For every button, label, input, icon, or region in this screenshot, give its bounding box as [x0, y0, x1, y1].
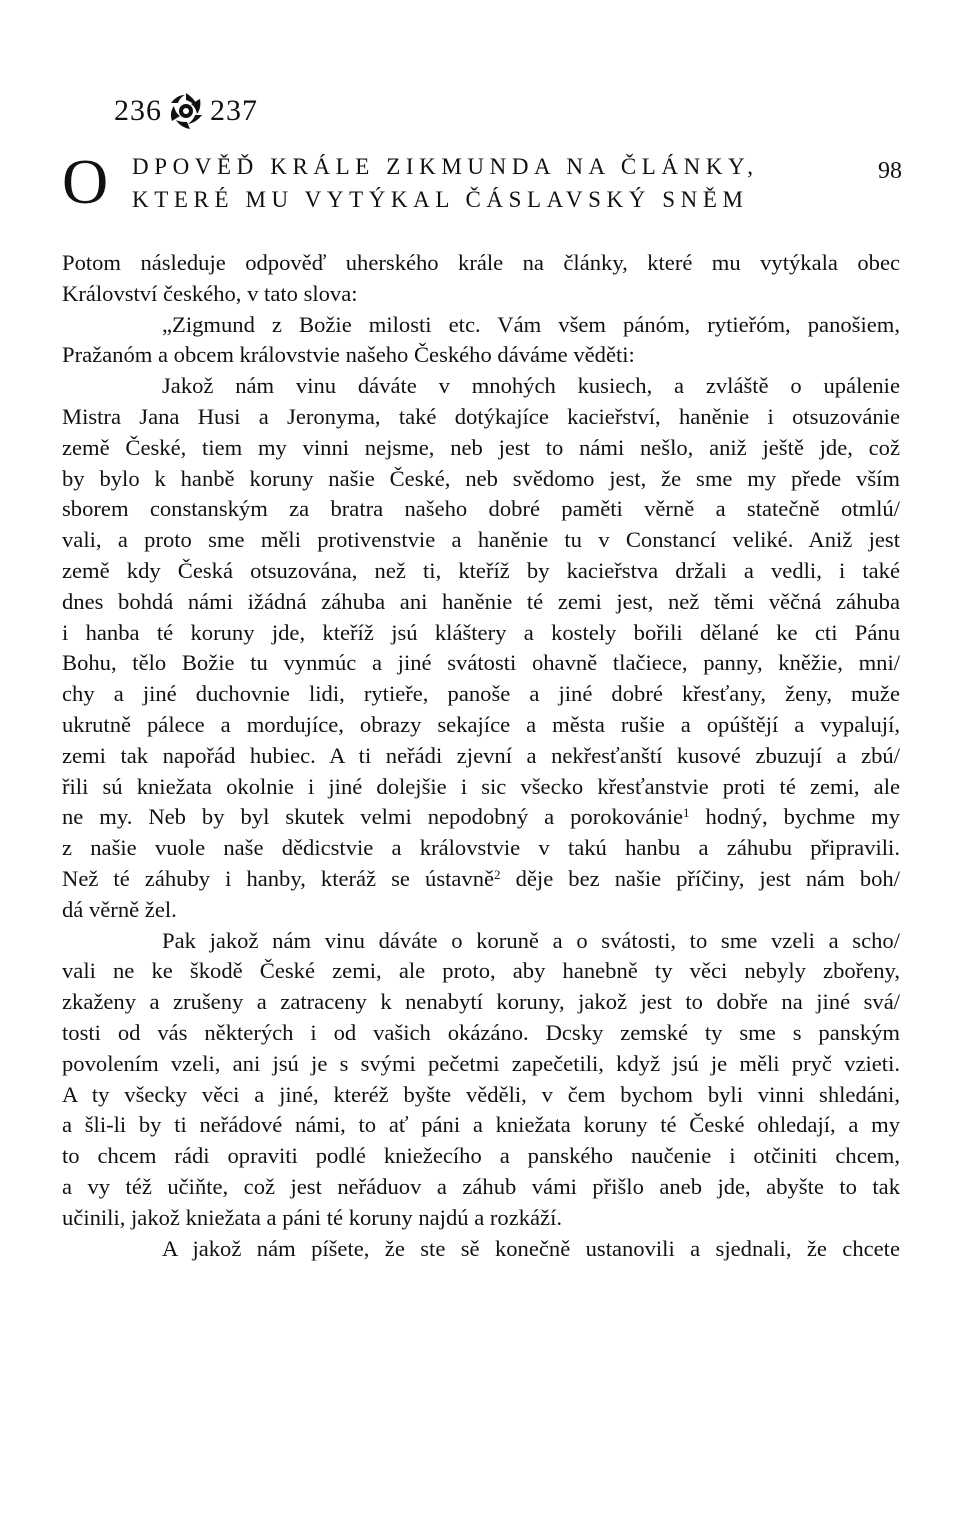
text-line: A ty všecky věci a jiné, kteréž byšte věděli, v čem bychom byli vinni shledáni,	[62, 1081, 900, 1107]
document-number: 98	[878, 158, 902, 184]
text-line: Království českého, v tato slova:	[62, 280, 358, 306]
text-line: a vy též učiňte, což jest neřáduov a záhub vámi přišlo aneb jde, abyšte to tak	[62, 1173, 900, 1199]
text-line: řili sú kniežata okolnie i jiné dolejšie i sic všecko křesťanstvie proti té zemi, ale	[62, 773, 900, 799]
text-line: tosti od vás některých i od vašich okázáno. Dcsky zemské ty sme s panským	[62, 1019, 900, 1045]
text-line: chy a jiné duchovnie lidi, rytieře, panoše a jiné dobré křesťany, ženy, muže	[62, 681, 900, 707]
text-segment: děje bez našie příčiny, jest nám boh/	[500, 865, 900, 891]
document-title	[62, 146, 902, 220]
text-line: povolením vzeli, ani jsú je s svými pečetmi zapečetili, když jsú je měli pryč vzieti.	[62, 1050, 900, 1076]
text-line: sborem constanským za bratra našeho dobré paměti věrně a statečně otmlú/	[62, 496, 900, 522]
text-line: Bohu, tělo Božie tu vynmúc a jiné svátosti ohavně tlačiece, panny, kněžie, mni/	[62, 650, 900, 676]
text-line: zkaženy a zrušeny a zatraceny k nenabytí koruny, jakož jest to dobře na jiné svá/	[62, 989, 900, 1015]
text-line: by bylo k hanbě koruny našie České, neb svědomo jest, že sme my přede vším	[62, 465, 900, 491]
text-line-with-footnote	[62, 864, 900, 895]
text-line: Jakož nám vinu dáváte v mnohých kusiech, a zvláště o upálenie	[162, 373, 900, 399]
text-line: Pak jakož nám vinu dáváte o koruně a o svátosti, to sme vzeli a scho/	[162, 927, 900, 953]
footnote-mark-2: 2	[494, 866, 501, 882]
text-line: Mistra Jana Husi a Jeronyma, také dotýkajíce kacieřství, haněnie i otsuzovánie	[62, 403, 900, 429]
text-line: dá věrně žel.	[62, 896, 177, 922]
footnote-mark-1: 1	[683, 805, 690, 821]
title-line-1: DPOVĚĎ KRÁLE ZIKMUNDA NA ČLÁNKY,	[132, 154, 759, 179]
text-line: vali ne ke škodě České zemi, ale proto, aby hanebně ty věci nebyly zbořeny,	[62, 958, 900, 984]
text-line: země kdy Česká otsuzována, než ti, kteříž by kacieřstva držali a vedli, i také	[62, 557, 900, 583]
text-line: dnes bohdá námi ižádná záhuba ani haněnie té zemi jest, než těmi věčná záhuba	[62, 588, 900, 614]
text-line: to chcem rádi opraviti podlé kniežecího a panského naučenie i otčiniti chcem,	[62, 1143, 900, 1169]
text-segment: Než té záhuby i hanby, kteráž se ústavně	[62, 865, 495, 891]
title-line-2: KTERÉ MU VYTÝKAL ČÁSLAVSKÝ SNĚM	[132, 187, 749, 212]
text-line: i hanba té koruny jde, kteříž jsú kláštery a kostely bořili dělané ke cti Pánu	[62, 619, 900, 645]
text-line: učinili, jakož kniežata a páni té koruny najdú a rozkáží.	[62, 1204, 562, 1230]
text-line: vali, a proto sme měli protivenstvie a haněnie tu v Constancí veliké. Aniž jest	[62, 527, 900, 553]
text-line: z našie vuole naše dědicstvie a královstvie v takú hanbu a záhubu připravili.	[62, 835, 900, 861]
text-segment: ne my. Neb by byl skutek velmi nepodobný a porokovánie	[62, 804, 684, 830]
text-line: „Zigmund z Božie milosti etc. Vám všem pánóm, rytieřóm, panošiem,	[162, 311, 900, 337]
page-number-left: 236	[114, 94, 162, 127]
text-line: a šli-li by ti neřádové námi, to ať páni a kniežata koruny té České ohledají, a my	[62, 1112, 900, 1138]
page-number-header	[114, 88, 258, 134]
body-text	[62, 248, 900, 1264]
text-line: ukrutně pálece a mordujíce, obrazy sekajíce a města rušie a opúštějí a vypalují,	[62, 711, 900, 737]
spiral-rosette-icon	[168, 91, 204, 131]
text-segment: hodný, bychme my	[689, 804, 900, 830]
title-dropcap: O	[62, 146, 109, 217]
text-line: Pražanóm a obcem královstvie našeho Českého dáváme věděti:	[62, 342, 635, 368]
text-line: země České, tiem my vinni nejsme, neb jest to námi nešlo, aniž ještě jde, což	[62, 434, 900, 460]
page-number-right: 237	[210, 94, 258, 127]
text-line: A jakož nám píšete, že ste sě konečně ustanovili a sjednali, že chcete	[162, 1235, 900, 1261]
text-line: zemi tak napořád hubiec. A ti neřádi zjevní a nekřesťanští kusové zbuzují a zbú/	[62, 742, 900, 768]
text-line: Potom následuje odpověď uherského krále na články, které mu vytýkala obec	[62, 250, 900, 275]
text-line-with-footnote	[62, 802, 900, 833]
